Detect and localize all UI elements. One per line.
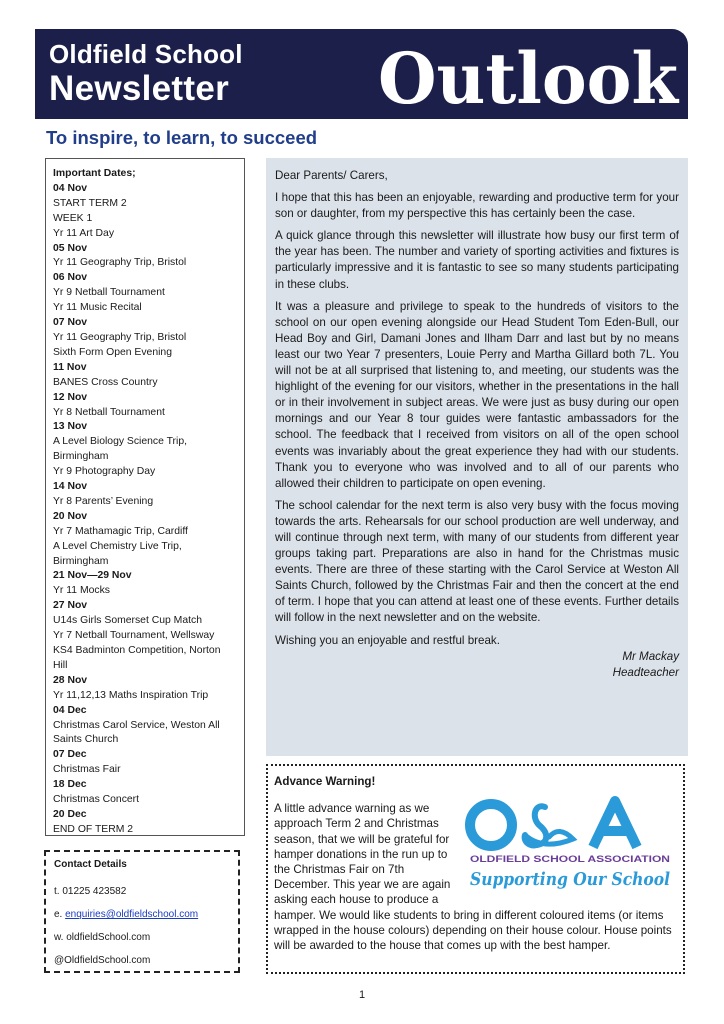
advance-warning-title: Advance Warning! bbox=[274, 775, 376, 788]
date-heading: 20 Nov bbox=[53, 510, 88, 522]
advance-warning-box bbox=[266, 764, 685, 974]
date-event: Christmas Carol Service, Weston All bbox=[53, 719, 220, 731]
contact-email-line bbox=[54, 909, 230, 920]
tagline: To inspire, to learn, to succeed bbox=[46, 127, 318, 148]
page-number: 1 bbox=[358, 989, 366, 1001]
date-event: Yr 11 Geography Trip, Bristol bbox=[53, 331, 187, 343]
date-event: Christmas Concert bbox=[53, 794, 140, 806]
swan-wing-icon bbox=[525, 832, 573, 845]
date-event: A Level Biology Science Trip, bbox=[53, 436, 187, 448]
date-event: Sixth Form Open Evening bbox=[53, 346, 172, 358]
letter-closing: Wishing you an enjoyable and restful break. bbox=[275, 633, 500, 647]
date-event: Yr 11 Geography Trip, Bristol bbox=[53, 257, 187, 269]
date-heading: 20 Dec bbox=[53, 808, 87, 820]
date-heading: 11 Nov bbox=[53, 361, 87, 373]
date-event: Saints Church bbox=[53, 734, 119, 746]
date-event: KS4 Badminton Competition, Norton bbox=[53, 645, 221, 656]
date-heading: 21 Nov—29 Nov bbox=[53, 570, 132, 582]
osa-logo bbox=[465, 795, 675, 891]
dates-heading: Important Dates; bbox=[53, 168, 136, 179]
date-heading: 06 Nov bbox=[53, 272, 88, 284]
letter-paragraph: It was a pleasure and privilege to speak to the hundreds of visitors to the school on our open evening alongside our Head Student Tom Eden-Bull, our Head Boy and Girl, Damani Jones and Ilham Darr and last but by no means least our two Year 7 presenters, Louie Perry and Martha Gillard both 7L. You will not be at all surprised that listening to, and meeting, our students was the highlight of the evening for our visitors, whether in the presentations in the hall or in their involvement in subject areas. We were just as busy during our open mornings and our Year 8 tour guides were fantastic ambassadors for the school. The feedback that I received from visitors on all of the open school events was invariably about the great experience they had with our students. Thank you to everyone who was involved and to all of our parents who allowed their children to participate on open evening. bbox=[275, 299, 679, 490]
date-event: WEEK 1 bbox=[53, 212, 93, 224]
contact-social: @OldfieldSchool.com bbox=[54, 955, 151, 966]
newsletter-label: Newsletter bbox=[49, 69, 230, 108]
date-event: Yr 8 Netball Tournament bbox=[53, 406, 165, 418]
date-event: Birmingham bbox=[53, 451, 109, 463]
date-event: Yr 8 Parents’ Evening bbox=[53, 495, 154, 507]
osa-o-shape bbox=[470, 804, 512, 846]
date-event: Yr 7 Mathamagic Trip, Cardiff bbox=[53, 525, 188, 537]
date-event: END OF TERM 2 bbox=[53, 823, 134, 835]
date-heading: 13 Nov bbox=[53, 421, 88, 433]
association-name: OLDFIELD SCHOOL ASSOCIATION bbox=[470, 854, 671, 866]
association-slogan: Supporting Our School bbox=[470, 869, 671, 891]
date-event: U14s Girls Somerset Cup Match bbox=[53, 615, 202, 627]
date-heading: 05 Nov bbox=[53, 242, 88, 254]
date-event: Yr 7 Netball Tournament, Wellsway bbox=[53, 630, 215, 642]
letter-paragraph: The school calendar for the next term is also very busy with the focus moving towards the arts. Rehearsals for our school production are well underway, and will continue through next term, with many of our students from different year groups taking part. Preparations are also in hand for the Christmas music events. There are three of these starting with the Carol Service at Weston All Saints Church, followed by the Christmas Fair and then the concert at the end of term. I hope that you can attend at least one of these events. Further details will follow in the next newsletter and on the website. bbox=[275, 498, 679, 625]
date-heading: 14 Nov bbox=[53, 481, 88, 493]
letter-salutation: Dear Parents/ Carers, bbox=[275, 169, 388, 182]
date-heading: 07 Nov bbox=[53, 317, 88, 329]
contact-web: w. oldfieldSchool.com bbox=[54, 932, 151, 943]
email-prefix: e. bbox=[54, 909, 66, 920]
osa-a-shape bbox=[593, 801, 637, 847]
contact-details-box bbox=[44, 850, 240, 973]
important-dates-panel bbox=[45, 158, 245, 836]
advance-warning-text: A little advance warning as we approach Term 2 and Christmas season, that we will be grateful for hamper donations in the run up to the Christmas Fair on 7th December. This year we are again asking each house to produce a hamper. We would like students to bring in different coloured items (or items wrapped in the house colours) depending on their house colour. House points will be awarded to the house that comes up with the best hamper. bbox=[274, 802, 672, 953]
date-event: Yr 11,12,13 Maths Inspiration Trip bbox=[53, 689, 209, 701]
date-event: Birmingham bbox=[53, 555, 109, 567]
headteacher-letter bbox=[266, 158, 688, 756]
contact-phone: t. 01225 423582 bbox=[54, 886, 127, 897]
outlook-masthead bbox=[373, 37, 683, 120]
dates-list bbox=[53, 182, 238, 838]
school-name: Oldfield School bbox=[49, 39, 243, 69]
signature-name: Mr Mackay bbox=[622, 649, 679, 663]
date-heading: 12 Nov bbox=[53, 391, 88, 403]
date-event: Christmas Fair bbox=[53, 764, 121, 776]
date-heading: 04 Dec bbox=[53, 704, 87, 716]
date-event: Yr 11 Mocks bbox=[53, 585, 110, 597]
date-event: A Level Chemistry Live Trip, bbox=[53, 540, 182, 552]
date-event: BANES Cross Country bbox=[53, 376, 158, 388]
date-event: START TERM 2 bbox=[53, 197, 127, 209]
date-event: Yr 11 Music Recital bbox=[53, 302, 142, 314]
outlook-title: Outlook bbox=[378, 37, 680, 120]
date-event: Yr 9 Netball Tournament bbox=[53, 287, 165, 299]
email-link[interactable]: enquiries@oldfieldschool.com bbox=[65, 909, 199, 920]
signature-title: Headteacher bbox=[612, 665, 679, 679]
date-heading: 18 Dec bbox=[53, 779, 87, 791]
date-event: Yr 9 Photography Day bbox=[53, 466, 156, 478]
date-event: Yr 11 Art Day bbox=[53, 227, 115, 239]
contact-title: Contact Details bbox=[54, 859, 127, 870]
letter-paragraph: I hope that this has been an enjoyable, rewarding and productive term for your son or daughter, from my perspective this has certainly been the case. bbox=[275, 191, 679, 221]
date-heading: 04 Nov bbox=[53, 182, 88, 194]
newsletter-banner bbox=[35, 29, 688, 119]
date-heading: 07 Dec bbox=[53, 749, 87, 761]
date-heading: 27 Nov bbox=[53, 600, 88, 612]
letter-paragraph: A quick glance through this newsletter will illustrate how busy our first term of the year has been. The number and variety of sporting activities and fixtures is particularly impressive and it is fantastic to see so many students participating in these clubs. bbox=[275, 229, 679, 291]
date-heading: 28 Nov bbox=[53, 674, 88, 686]
date-event: Hill bbox=[53, 659, 68, 671]
